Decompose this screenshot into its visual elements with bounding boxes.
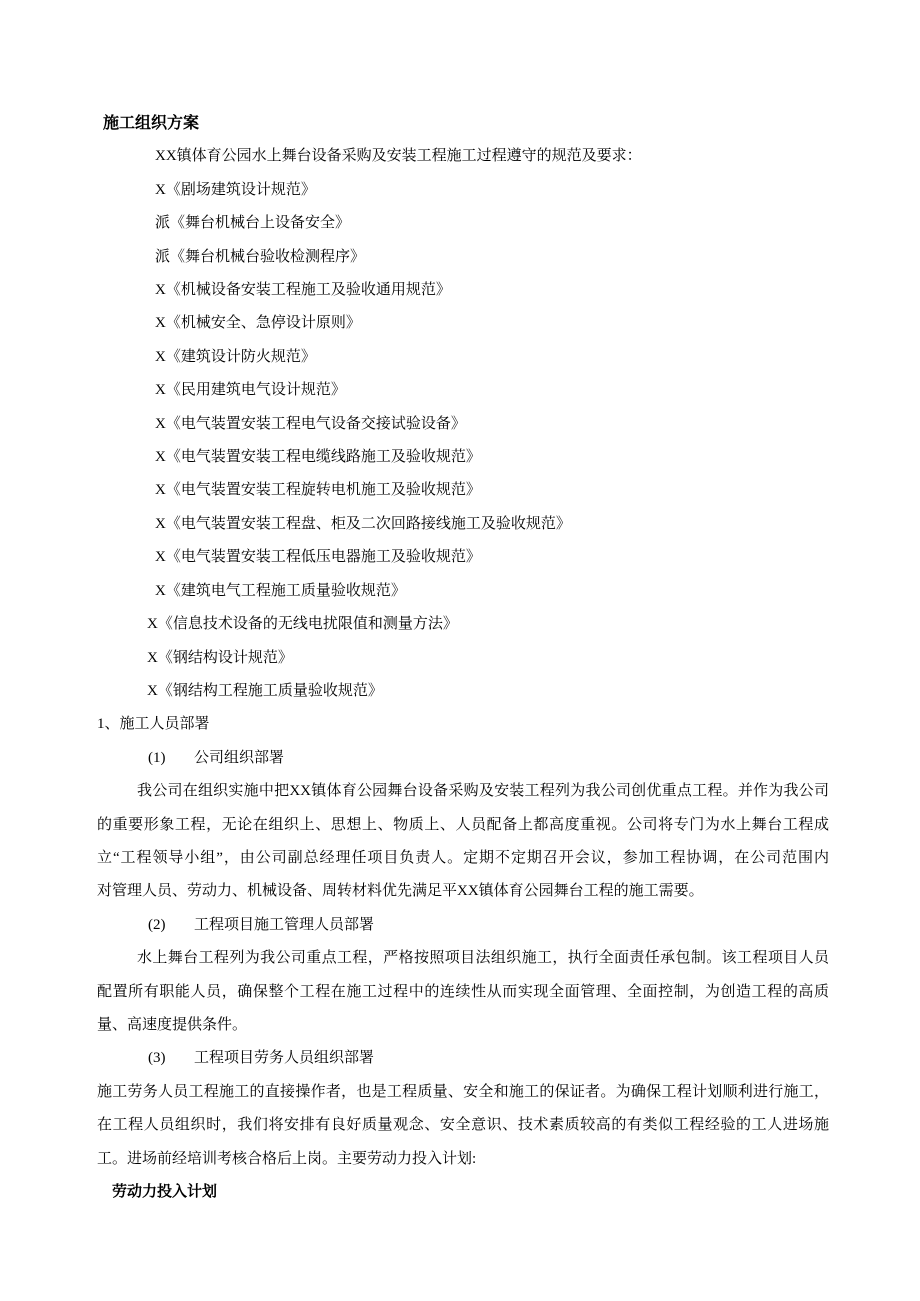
intro-paragraph: XX镇体育公园水上舞台设备采购及安装工程施工过程遵守的规范及要求： <box>155 148 642 165</box>
subsection-heading-3 <box>97 1042 829 1075</box>
body-paragraph-3 <box>97 1076 829 1176</box>
spec-item: X《建筑设计防火规范》 <box>155 348 316 365</box>
spec-item: X《钢结构设计规范》 <box>147 649 293 666</box>
spec-item: X《电气装置安装工程旋转电机施工及验收规范》 <box>155 482 481 499</box>
spec-item: 派《舞台机械台验收检测程序》 <box>155 248 366 265</box>
body-paragraph-1 <box>97 775 829 909</box>
paragraph-line: 配置所有职能人员，确保整个工程在施工过程中的连续性从而实现全面管理、全面控制，为创造工程的高质 <box>97 983 829 1000</box>
spec-item: X《电气装置安装工程盘、柜及二次回路接线施工及验收规范》 <box>155 515 571 532</box>
paragraph-line: 量、高速度提供条件。 <box>97 1016 248 1033</box>
paragraph-line: 立“工程领导小组”，由公司副总经理任项目负责人。定期不定期召开会议，参加工程协调，在公司范围内 <box>97 849 829 866</box>
spec-item: X《电气装置安装工程低压电器施工及验收规范》 <box>155 549 481 566</box>
spec-item: X《建筑电气工程施工质量验收规范》 <box>155 582 406 599</box>
spec-item: X《钢结构工程施工质量验收规范》 <box>147 682 383 699</box>
paragraph-line: 我公司在组织实施中把XX镇体育公园舞台设备采购及安装工程列为我公司创优重点工程。并作为我公司 <box>137 783 829 800</box>
paragraph-line: 在工程人员组织时，我们将安排有良好质量观念、安全意识、技术素质较高的有类似工程经验的工人进场施 <box>97 1117 829 1134</box>
spec-item: X《信息技术设备的无线电扰限值和测量方法》 <box>147 616 458 633</box>
spec-item: 派《舞台机械台上设备安全》 <box>155 215 351 232</box>
document-content <box>97 107 829 1209</box>
spec-item: X《民用建筑电气设计规范》 <box>155 382 346 399</box>
paragraph-line: 水上舞台工程列为我公司重点工程，严格按照项目法组织施工，执行全面责任承包制。该工程项目人员 <box>137 950 829 967</box>
subsection-title: 工程项目劳务人员组织部署 <box>194 1050 375 1067</box>
subsection-title: 工程项目施工管理人员部署 <box>194 916 375 933</box>
body-paragraph-2 <box>97 942 829 1042</box>
spec-item: X《机械设备安装工程施工及验收通用规范》 <box>155 282 451 299</box>
section-heading: 1、施工人员部署 <box>97 716 210 733</box>
paragraph-line: 的重要形象工程，无论在组织上、思想上、物质上、人员配备上都高度重视。公司将专门为水上舞台工程成 <box>97 816 829 833</box>
subsection-number: (1) <box>148 749 166 766</box>
subsection-heading-1 <box>97 742 829 775</box>
spec-item: X《机械安全、急停设计原则》 <box>155 315 361 332</box>
spec-item: X《电气装置安装工程电气设备交接试验设备》 <box>155 415 466 432</box>
spec-item: X《电气装置安装工程电缆线路施工及验收规范》 <box>155 449 481 466</box>
paragraph-line: 对管理人员、劳动力、机械设备、周转材料优先满足平XX镇体育公园舞台工程的施工需要。 <box>97 883 704 900</box>
subsection-number: (2) <box>148 916 166 933</box>
labor-plan-heading: 劳动力投入计划 <box>112 1184 218 1200</box>
subsection-title: 公司组织部署 <box>194 749 285 766</box>
subsection-number: (3) <box>148 1050 166 1067</box>
paragraph-line: 工。进场前经培训考核合格后上岗。主要劳动力投入计划: <box>97 1150 477 1167</box>
subsection-heading-2 <box>97 909 829 942</box>
spec-item: X《剧场建筑设计规范》 <box>155 181 316 198</box>
paragraph-line: 施工劳务人员工程施工的直接操作者，也是工程质量、安全和施工的保证者。为确保工程计划顺利进行施工， <box>97 1083 829 1100</box>
document-title: 施工组织方案 <box>103 115 200 132</box>
spec-list <box>97 174 829 709</box>
